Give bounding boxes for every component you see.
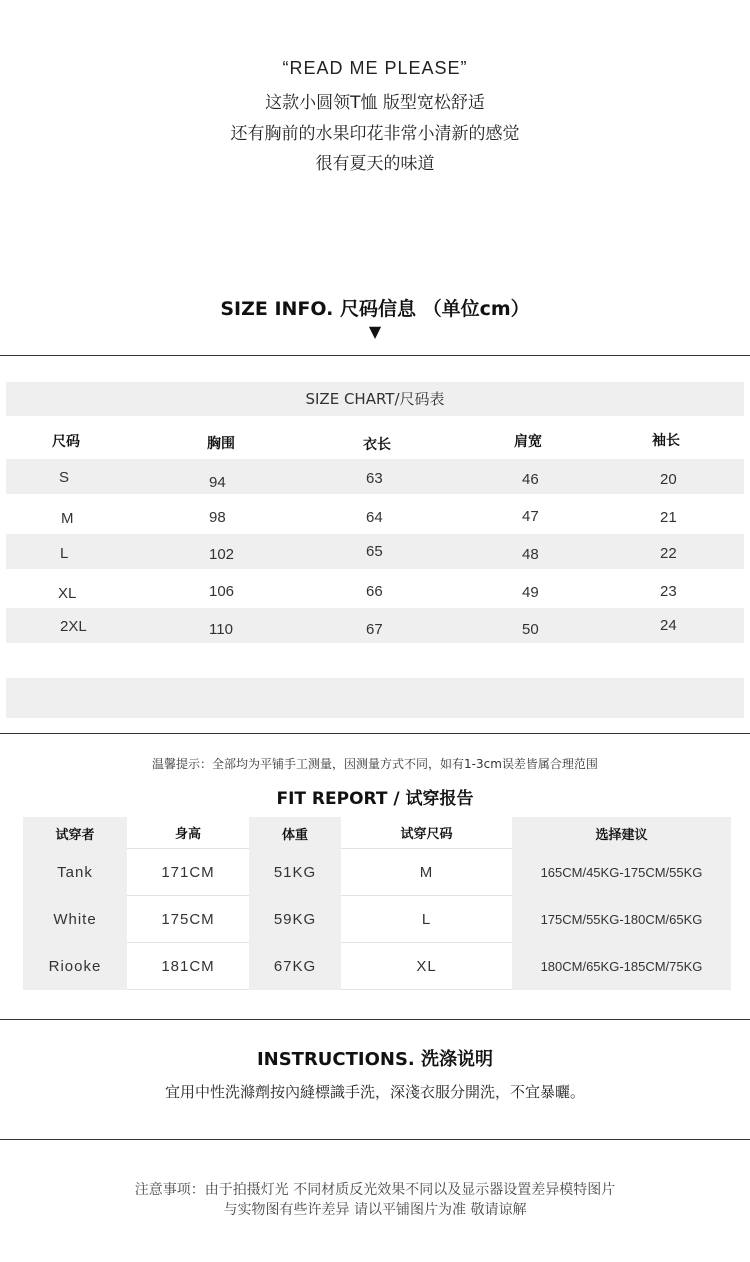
- divider: [0, 1019, 750, 1020]
- footer-note-line-2: 与实物图有些许差异 请以平铺图片为准 敬请谅解: [223, 1202, 527, 1218]
- footer-note-line-1: 注意事项：由于拍摄灯光 不同材质反光效果不同以及显示器设置差异模特图片: [134, 1182, 616, 1198]
- divider: [0, 1139, 750, 1140]
- size-chart-footer-bar: [6, 678, 744, 718]
- cell-sleeve: 21: [660, 509, 677, 526]
- fit-header-weight: 体重: [249, 817, 341, 849]
- fit-header-advice: 选择建议: [512, 817, 731, 849]
- cell-sleeve: 22: [660, 545, 677, 562]
- cell-sleeve: 20: [660, 471, 677, 488]
- header-sleeve: 袖长: [652, 432, 680, 448]
- down-arrow-icon: ▼: [368, 322, 382, 341]
- fit-cell-size: L: [341, 896, 512, 943]
- fit-cell-height: 181CM: [127, 943, 249, 990]
- cell-size: XL: [58, 585, 77, 602]
- instructions-text: 宜用中性洗滌劑按內縫標識手洗，深淺衣服分開洗，不宜暴曬。: [164, 1083, 585, 1101]
- intro-line-1: 这款小圆领T恤 版型宽松舒适: [265, 93, 485, 113]
- cell-chest: 94: [209, 474, 226, 491]
- size-row-m: [6, 498, 744, 533]
- size-row-l: [6, 534, 744, 569]
- header-shoulder: 肩宽: [514, 433, 542, 449]
- header-chest: 胸围: [207, 435, 235, 451]
- fit-cell-advice: 180CM/65KG-185CM/75KG: [512, 943, 731, 990]
- size-row-2xl: [6, 608, 744, 643]
- header-size: 尺码: [52, 433, 80, 449]
- fit-cell-size: XL: [341, 943, 512, 990]
- cell-sleeve: 23: [660, 583, 677, 600]
- cell-shoulder: 48: [522, 546, 539, 563]
- fit-cell-height: 175CM: [127, 896, 249, 943]
- fit-cell-weight: 67KG: [249, 943, 341, 990]
- fit-cell-weight: 51KG: [249, 849, 341, 896]
- size-row-xl: [6, 573, 744, 608]
- cell-shoulder: 50: [522, 621, 539, 638]
- cell-sleeve: 24: [660, 617, 677, 634]
- fit-cell-weight: 59KG: [249, 896, 341, 943]
- fit-header-height: 身高: [127, 817, 249, 849]
- cell-chest: 98: [209, 509, 226, 526]
- intro-line-2: 还有胸前的水果印花非常小清新的感觉: [230, 124, 520, 144]
- divider: [0, 733, 750, 734]
- fit-header-size: 试穿尺码: [341, 817, 512, 849]
- fit-cell-size: M: [341, 849, 512, 896]
- cell-shoulder: 47: [522, 508, 539, 525]
- cell-size: S: [59, 469, 70, 486]
- fit-cell-wearer: Riooke: [23, 943, 127, 990]
- cell-shoulder: 49: [522, 584, 539, 601]
- cell-length: 65: [366, 543, 383, 560]
- cell-size: 2XL: [60, 618, 87, 635]
- cell-chest: 102: [209, 546, 235, 563]
- size-chart-caption: SIZE CHART/尺码表: [6, 382, 744, 416]
- cell-chest: 106: [209, 583, 235, 600]
- cell-chest: 110: [209, 621, 233, 638]
- instructions-title: INSTRUCTIONS. 洗涤说明: [256, 1049, 494, 1070]
- cell-length: 66: [366, 583, 383, 600]
- cell-size: M: [61, 510, 74, 527]
- fit-cell-wearer: Tank: [23, 849, 127, 896]
- cell-length: 63: [366, 470, 383, 487]
- header-length: 衣长: [363, 436, 391, 452]
- intro-quote: “READ ME PLEASE”: [282, 58, 468, 78]
- fit-cell-height: 171CM: [127, 849, 249, 896]
- size-row-s: [6, 459, 744, 494]
- divider: [0, 355, 750, 356]
- cell-length: 67: [366, 621, 383, 638]
- size-info-title: SIZE INFO. 尺码信息 （单位cm）: [220, 298, 530, 320]
- fit-cell-advice: 175CM/55KG-180CM/65KG: [512, 896, 731, 943]
- fit-report-title: FIT REPORT / 试穿报告: [276, 789, 474, 809]
- cell-length: 64: [366, 509, 383, 526]
- fit-header-wearer: 试穿者: [23, 817, 127, 849]
- measure-note: 温馨提示：全部均为平铺手工测量，因测量方式不同，如有1-3cm误差皆属合理范围: [152, 757, 598, 771]
- cell-shoulder: 46: [522, 471, 539, 488]
- intro-line-3: 很有夏天的味道: [315, 154, 435, 174]
- fit-cell-wearer: White: [23, 896, 127, 943]
- cell-size: L: [60, 545, 69, 562]
- fit-cell-advice: 165CM/45KG-175CM/55KG: [512, 849, 731, 896]
- size-chart-header-row: [6, 421, 744, 456]
